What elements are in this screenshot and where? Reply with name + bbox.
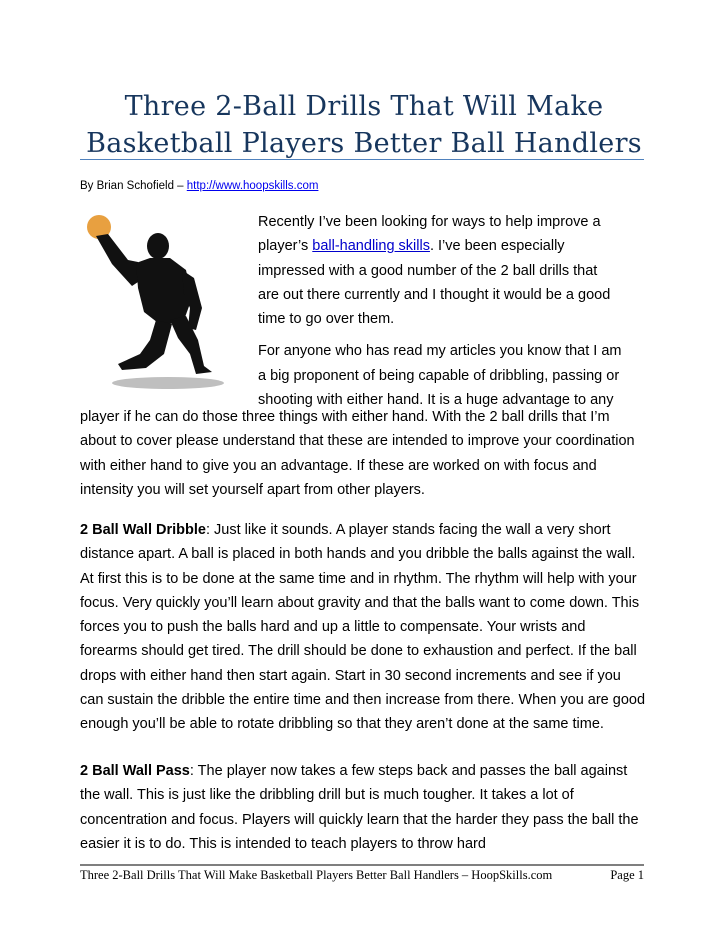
- title-divider: [80, 159, 644, 160]
- paragraph-2-continued: player if he can do those three things with either hand. With the 2 ball drills that I’m about to cover please understand that these are intended to improve your coordination with either hand to give you an advantage. If these are worked on with focus and intensity you will set yourself apart from other players.: [80, 409, 635, 498]
- title-line-2: Basketball Players Better Ball Handlers: [86, 128, 642, 159]
- pass-drill-text: : The player now takes a few steps back and passes the ball against the wall. This is just like the dribbling drill but is much tougher. It takes a lot of concentration and focus. Players will quickly learn that the harder they pass the ball the easier it is to do. This is intended to teach players to throw hard: [80, 763, 639, 852]
- byline-author: By Brian Schofield –: [80, 180, 187, 192]
- player-body: [96, 233, 212, 374]
- shadow: [112, 377, 224, 389]
- dribble-drill-heading: 2 Ball Wall Dribble: [80, 522, 206, 538]
- intro-paragraph: Recently I’ve been looking for ways to help improve a player’s ball-handling skills. I’ve been especially impressed with a good number of the 2 ball drills that are out there currently and I thought it would be a good time to go over them.: [258, 214, 611, 328]
- basketball-player-icon: [86, 208, 248, 394]
- pass-drill-heading: 2 Ball Wall Pass: [80, 763, 190, 779]
- footer-title: Three 2-Ball Drills That Will Make Basketball Players Better Ball Handlers – HoopSkills.com: [80, 868, 553, 882]
- dribble-drill-paragraph: [80, 518, 646, 737]
- title-line-1: Three 2-Ball Drills That Will Make: [124, 91, 604, 122]
- intro-wrapped-text: [258, 210, 646, 412]
- pass-drill-paragraph: [80, 759, 646, 856]
- page-footer: [80, 868, 646, 883]
- page-number: Page 1: [610, 868, 644, 882]
- document-title: [80, 88, 648, 162]
- footer-divider: [80, 864, 644, 866]
- byline-link[interactable]: http://www.hoopskills.com: [186, 180, 319, 192]
- dribble-drill-text: : Just like it sounds. A player stands facing the wall a very short distance apart. A ball is placed in both hands and you dribble the balls against the wall. At first this is to be done at the same time and in rhythm. The rhythm will help with your focus. Very quickly you’ll learn about gravity and that the balls want to come down. This forces you to push the balls hard and up a little to compensate. Your wrists and forearms should get tired. The drill should be done to exhaustion and perfect. If the ball drops with either hand then start again. Start in 30 second increments and see if you can sustain the dribble the entire time and then increase from there. When you are good enough you’ll be able to rotate dribbling so that they aren’t done at the same time.: [80, 522, 646, 733]
- ball-handling-skills-link[interactable]: ball-handling skills: [312, 238, 430, 255]
- byline: [80, 178, 318, 194]
- player-silhouette: [86, 208, 248, 394]
- paragraph-2-wrapped: For anyone who has read my articles you know that I am a big proponent of being capable of dribbling, passing or shooting with either hand. It is a huge advantage to any: [258, 343, 622, 409]
